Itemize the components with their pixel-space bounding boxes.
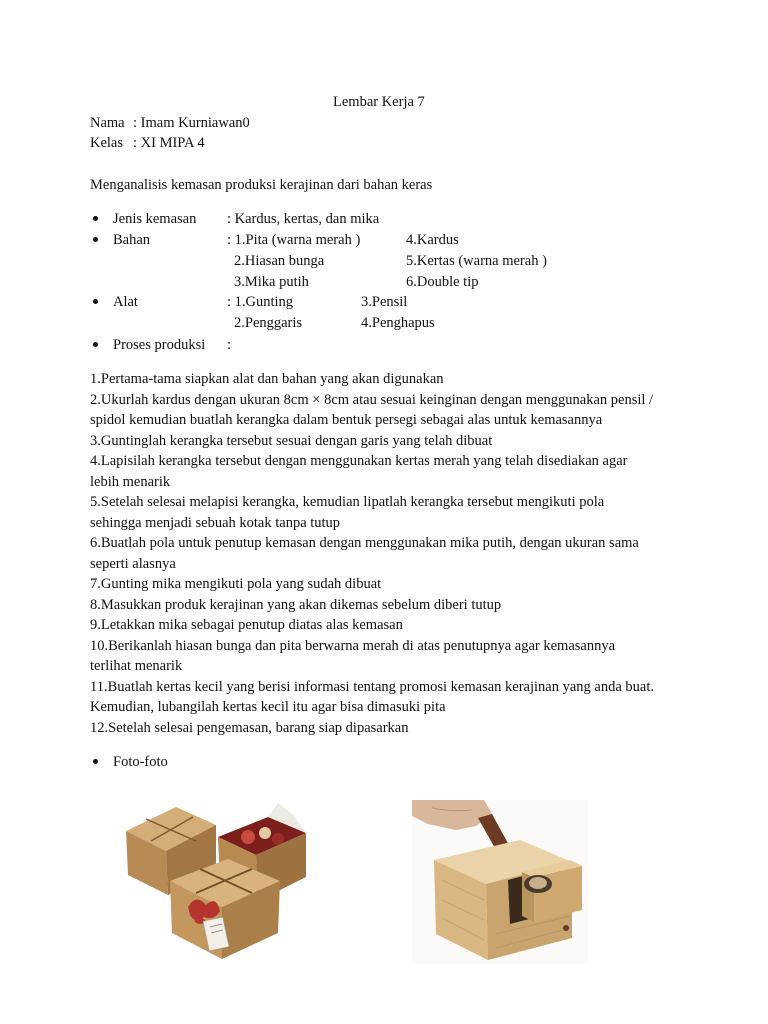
jenis-value: : Kardus, kertas, dan mika — [227, 211, 380, 227]
subtitle: Menganalisis kemasan produksi kerajinan dari bahan keras — [90, 177, 433, 193]
bahan-item: : 1.Pita (warna merah ) — [227, 232, 361, 248]
step-line: 10.Berikanlah hiasan bunga dan pita berwarna merah di atas penutupnya agar kemasannya — [90, 637, 616, 654]
step-line: Kemudian, lubangilah kertas kecil itu agar bisa dimasuki pita — [90, 699, 446, 715]
bahan-item: 5.Kertas (warna merah ) — [406, 253, 547, 269]
step-line: lebih menarik — [90, 473, 171, 490]
bahan-label: Bahan — [113, 232, 151, 248]
wooden-box-photo — [412, 800, 588, 964]
proses-label: Proses produksi — [113, 337, 206, 353]
bahan-item: 4.Kardus — [406, 232, 459, 248]
step-line: 11.Buatlah kertas kecil yang berisi informasi tentang promosi kemasan kerajinan yang anda buat. — [90, 678, 654, 695]
step-line: seperti alasnya — [90, 555, 176, 572]
jenis-label: Jenis kemasan — [113, 211, 197, 227]
step-line: 7.Gunting mika mengikuti pola yang sudah dibuat — [90, 576, 382, 592]
step-line: 12.Setelah selesai pengemasan, barang siap dipasarkan — [90, 719, 409, 736]
alat-label: Alat — [113, 294, 138, 310]
step-line: 4.Lapisilah kerangka tersebut dengan menggunakan kertas merah yang telah disediakan agar — [90, 453, 628, 469]
bahan-item: 3.Mika putih — [234, 274, 309, 290]
step-line: 1.Pertama-tama siapkan alat dan bahan yang akan digunakan — [90, 371, 444, 387]
bullet — [93, 342, 98, 347]
step-line: 3.Guntinglah kerangka tersebut sesuai dengan garis yang telah dibuat — [90, 432, 493, 449]
step-line: 6.Buatlah pola untuk penutup kemasan dengan menggunakan mika putih, dengan ukuran sama — [90, 535, 639, 551]
step-line: 5.Setelah selesai melapisi kerangka, kemudian lipatlah kerangka tersebut mengikuti pola — [90, 494, 605, 510]
name-label: Nama — [90, 115, 125, 131]
alat-item: 2.Penggaris — [234, 315, 303, 331]
kraft-boxes-photo — [118, 797, 318, 965]
photos-label: Foto-foto — [113, 754, 168, 770]
step-line: 8.Masukkan produk kerajinan yang akan dikemas sebelum diberi tutup — [90, 596, 502, 613]
bahan-item: 6.Double tip — [406, 274, 479, 290]
step-line: sehingga menjadi sebuah kotak tanpa tutup — [90, 514, 341, 531]
class-value: : XI MIPA 4 — [133, 135, 205, 151]
bullet — [93, 299, 98, 304]
alat-item: : 1.Gunting — [227, 294, 294, 310]
name-value: : Imam Kurniawan0 — [133, 115, 250, 131]
bullet — [93, 237, 98, 242]
alat-item: 4.Penghapus — [361, 315, 435, 331]
step-line: 2.Ukurlah kardus dengan ukuran 8cm × 8cm atau sesuai keinginan dengan menggunakan pensil / — [90, 391, 654, 408]
bullet — [93, 216, 98, 221]
step-line: spidol kemudian buatlah kerangka dalam bentuk persegi sebagai alas untuk kemasannya — [90, 412, 603, 428]
page-title: Lembar Kerja 7 — [333, 94, 425, 110]
proses-colon: : — [227, 337, 232, 353]
class-label: Kelas — [90, 135, 124, 151]
bullet — [93, 759, 98, 764]
alat-item: 3.Pensil — [361, 294, 408, 310]
step-line: 9.Letakkan mika sebagai penutup diatas alas kemasan — [90, 617, 403, 633]
bahan-item: 2.Hiasan bunga — [234, 253, 325, 269]
step-line: terlihat menarik — [90, 658, 183, 674]
